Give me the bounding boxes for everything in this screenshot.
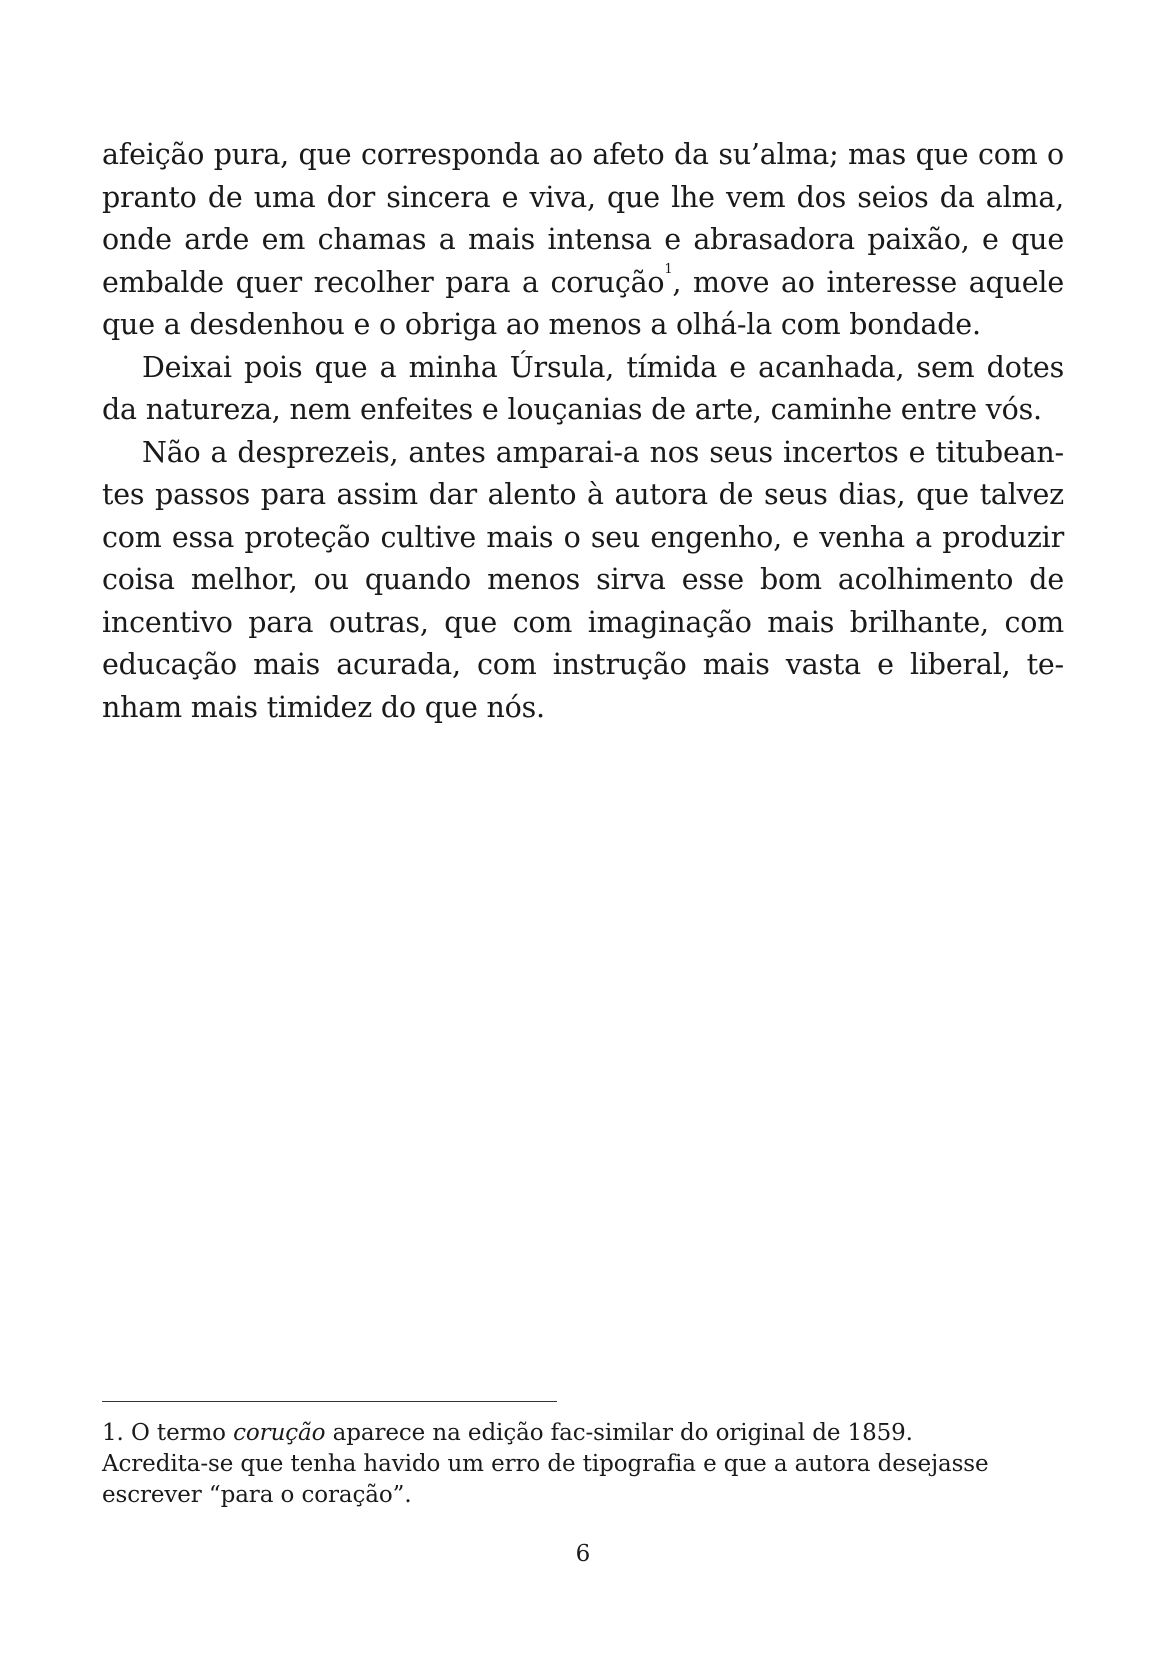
page-number: 6 <box>575 1541 591 1567</box>
footnote-line: escrever “para o coração”. <box>102 1482 412 1508</box>
main-text <box>102 134 1064 729</box>
text-line: educação mais acurada, com instrução mais vasta e liberal, te- <box>102 648 1064 681</box>
paragraph-2 <box>102 347 1064 432</box>
text-line: afeição pura, que corresponda ao afeto da su’alma; mas que com o <box>102 138 1064 171</box>
paragraph-1 <box>102 134 1064 347</box>
text-segment: , move ao interesse aquele <box>672 265 1064 299</box>
footnote-line: Acredita-se que tenha havido um erro de tipografia e que a autora desejasse <box>102 1451 989 1477</box>
text-segment: aparece na edição fac-similar do original de 1859. <box>325 1420 913 1446</box>
text-line: tes passos para assim dar alento à autora de seus dias, que talvez <box>102 478 1064 511</box>
footnote-divider <box>102 1401 557 1402</box>
text-line: coisa melhor, ou quando menos sirva esse bom acolhimento de <box>102 563 1064 596</box>
footnote-term: corução <box>233 1420 326 1446</box>
footnote-reference: 1 <box>664 261 673 277</box>
text-line: que a desdenhou e o obriga ao menos a olhá-la com bondade. <box>102 308 981 341</box>
footnote <box>102 1418 1062 1511</box>
text-segment: embalde quer recolher para a corução <box>102 265 665 299</box>
text-line: Deixai pois que a minha Úrsula, tímida e acanhada, sem dotes <box>142 350 1064 384</box>
paragraph-3 <box>102 432 1064 730</box>
text-line: Não a desprezeis, antes amparai-a nos seus incertos e titubean- <box>142 435 1064 469</box>
text-line: onde arde em chamas a mais intensa e abrasadora paixão, e que <box>102 223 1064 256</box>
text-line: nham mais timidez do que nós. <box>102 690 545 724</box>
text-line: pranto de uma dor sincera e viva, que lhe vem dos seios da alma, <box>102 180 1064 214</box>
text-segment: 1. O termo <box>102 1420 234 1446</box>
text-line: incentivo para outras, que com imaginação mais brilhante, com <box>102 605 1064 639</box>
text-line: da natureza, nem enfeites e louçanias de arte, caminhe entre vós. <box>102 393 1042 426</box>
text-line <box>102 262 1064 305</box>
text-line: com essa proteção cultive mais o seu engenho, e venha a produzir <box>102 520 1064 554</box>
footnote-line <box>102 1418 1062 1449</box>
